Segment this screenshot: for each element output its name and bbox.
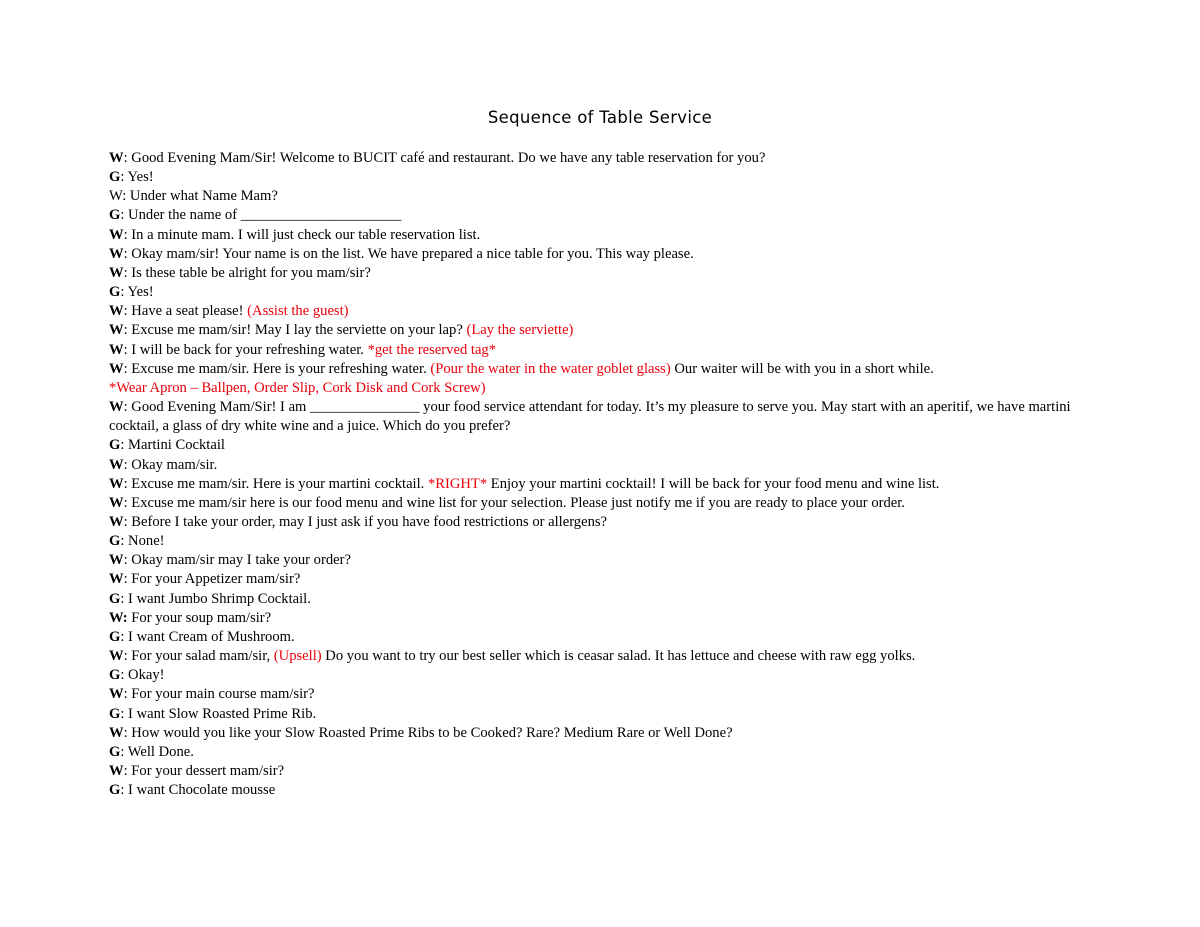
dialogue-line: [109, 724, 1099, 743]
speaker-label: W: [109, 303, 124, 320]
dialogue-line: [109, 570, 1099, 589]
speaker-label: G: [109, 705, 121, 722]
dialogue-line: [109, 666, 1099, 685]
speaker-label: W: [109, 763, 124, 779]
dialogue-line: [109, 360, 1099, 379]
speaker-label: G: [109, 743, 121, 760]
dialogue-text: : Good Evening Mam/Sir! Welcome to BUCIT café and restaurant. Do we have any table reservation for you?: [123, 150, 766, 166]
dialogue-text: : Excuse me mam/sir here is our food menu and wine list for your selection. Please just notify me if you are ready to place your order.: [123, 494, 905, 511]
document-title: Sequence of Table Service: [487, 108, 713, 127]
dialogue-text: : I want Chocolate mousse: [120, 782, 276, 799]
dialogue-line: [109, 781, 1099, 800]
speaker-label: W: [109, 341, 124, 358]
dialogue-line: [109, 379, 1099, 398]
speaker-label: G: [109, 169, 121, 186]
speaker-label: G: [109, 590, 121, 607]
dialogue-line: [109, 628, 1099, 647]
dialogue-text: : Good Evening Mam/Sir! I am _______________ your food service attendant for today. It’s my pleasure to serve you. May start with an aperitif, we have martini cocktail, a glass of dry white wine and a juice. Which do you prefer?: [109, 399, 1071, 435]
dialogue-text: : Before I take your order, may I just ask if you have food restrictions or allergens?: [123, 513, 608, 530]
dialogue-line: [109, 494, 1099, 513]
dialogue-line: [109, 436, 1099, 455]
dialogue-text: : Martini Cocktail: [120, 437, 225, 454]
dialogue-line: [109, 762, 1099, 781]
dialogue-line: [109, 206, 1099, 225]
dialogue-text: W: Under what Name Mam?: [109, 188, 278, 205]
dialogue-text: : Under the name of ______________________: [120, 207, 402, 224]
dialogue-text: : Excuse me mam/sir. Here is your refreshing water.: [123, 360, 431, 377]
speaker-label: G: [109, 437, 121, 454]
speaker-label: W: [109, 264, 124, 281]
dialogue-text: : Excuse me mam/sir! May I lay the serviette on your lap?: [123, 322, 467, 339]
dialogue-text: : I want Jumbo Shrimp Cocktail.: [120, 590, 311, 607]
dialogue-line: [109, 226, 1099, 245]
dialogue-text: : For your main course mam/sir?: [123, 686, 315, 703]
speaker-label: W: [109, 552, 124, 569]
dialogue-text: Our waiter will be with you in a short while.: [670, 360, 934, 377]
dialogue-line: [109, 475, 1099, 494]
stage-direction: (Pour the water in the water goblet glass): [430, 360, 671, 377]
dialogue-line: [109, 398, 1099, 436]
dialogue-line: [109, 456, 1099, 475]
dialogue-line: [109, 743, 1099, 762]
speaker-label: G: [109, 284, 121, 301]
stage-direction: (Upsell): [273, 648, 322, 665]
dialogue-line: [109, 302, 1099, 321]
dialogue-line: [109, 168, 1099, 187]
dialogue-line: [109, 321, 1099, 340]
dialogue-line: [109, 551, 1099, 570]
speaker-label: G: [109, 667, 121, 684]
speaker-label: W: [109, 494, 124, 511]
dialogue-line: [109, 149, 1099, 168]
dialogue-text: : For your salad mam/sir,: [123, 648, 274, 665]
dialogue-text: : Okay mam/sir! Your name is on the list. We have prepared a nice table for you. This way please.: [123, 245, 694, 262]
dialogue-text: : None!: [120, 533, 165, 550]
speaker-label: W: [109, 399, 124, 416]
speaker-label: W: [109, 648, 124, 665]
speaker-label: G: [109, 628, 121, 645]
dialogue-line: [109, 590, 1099, 609]
dialogue-text: : Have a seat please!: [123, 303, 248, 320]
dialogue-text: : Okay!: [120, 667, 165, 684]
speaker-label: W: [109, 475, 124, 492]
speaker-label: W: [109, 571, 124, 588]
dialogue-line: [109, 341, 1099, 360]
dialogue-line: [109, 245, 1099, 264]
dialogue-text: : Well Done.: [120, 743, 194, 760]
dialogue-text: For your soup mam/sir?: [127, 609, 272, 626]
dialogue-line: [109, 647, 1099, 666]
dialogue-text: : I will be back for your refreshing water.: [123, 341, 368, 358]
dialogue-text: : I want Slow Roasted Prime Rib.: [120, 705, 317, 722]
speaker-label: W: [109, 150, 124, 166]
dialogue-line: [109, 513, 1099, 532]
dialogue-text: : Okay mam/sir may I take your order?: [123, 552, 351, 569]
dialogue-text: Enjoy your martini cocktail! I will be back for your food menu and wine list.: [487, 475, 940, 492]
dialogue-text: : In a minute mam. I will just check our table reservation list.: [123, 226, 481, 243]
speaker-label: W: [109, 513, 124, 530]
dialogue-body: [109, 149, 1099, 800]
speaker-label: W:: [109, 609, 128, 626]
stage-direction: (Assist the guest): [247, 303, 349, 320]
speaker-label: G: [109, 207, 121, 224]
dialogue-text: : Yes!: [120, 169, 154, 186]
dialogue-text: : For your dessert mam/sir?: [123, 763, 285, 779]
dialogue-line: [109, 685, 1099, 704]
dialogue-text: Do you want to try our best seller which is ceasar salad. It has lettuce and cheese with raw egg yolks.: [321, 648, 916, 665]
speaker-label: W: [109, 456, 124, 473]
speaker-label: W: [109, 686, 124, 703]
dialogue-text: : Okay mam/sir.: [123, 456, 218, 473]
stage-direction: (Lay the serviette): [466, 322, 574, 339]
dialogue-text: : How would you like your Slow Roasted Prime Ribs to be Cooked? Rare? Medium Rare or Well Done?: [123, 724, 733, 741]
dialogue-line: [109, 609, 1099, 628]
dialogue-text: : Is these table be alright for you mam/sir?: [123, 264, 371, 281]
dialogue-text: : For your Appetizer mam/sir?: [123, 571, 301, 588]
dialogue-line: [109, 532, 1099, 551]
speaker-label: G: [109, 533, 121, 550]
dialogue-text: : Yes!: [120, 284, 154, 301]
dialogue-text: : I want Cream of Mushroom.: [120, 628, 295, 645]
speaker-label: W: [109, 360, 124, 377]
dialogue-line: [109, 283, 1099, 302]
dialogue-line: [109, 705, 1099, 724]
stage-direction: *Wear Apron – Ballpen, Order Slip, Cork Disk and Cork Screw): [109, 379, 486, 396]
speaker-label: W: [109, 245, 124, 262]
stage-direction: *RIGHT*: [427, 475, 488, 492]
dialogue-text: : Excuse me mam/sir. Here is your martini cocktail.: [123, 475, 428, 492]
dialogue-line: [109, 187, 1099, 206]
speaker-label: W: [109, 226, 124, 243]
stage-direction: *get the reserved tag*: [367, 341, 497, 358]
speaker-label: G: [109, 782, 121, 799]
speaker-label: W: [109, 724, 124, 741]
speaker-label: W: [109, 322, 124, 339]
dialogue-line: [109, 264, 1099, 283]
